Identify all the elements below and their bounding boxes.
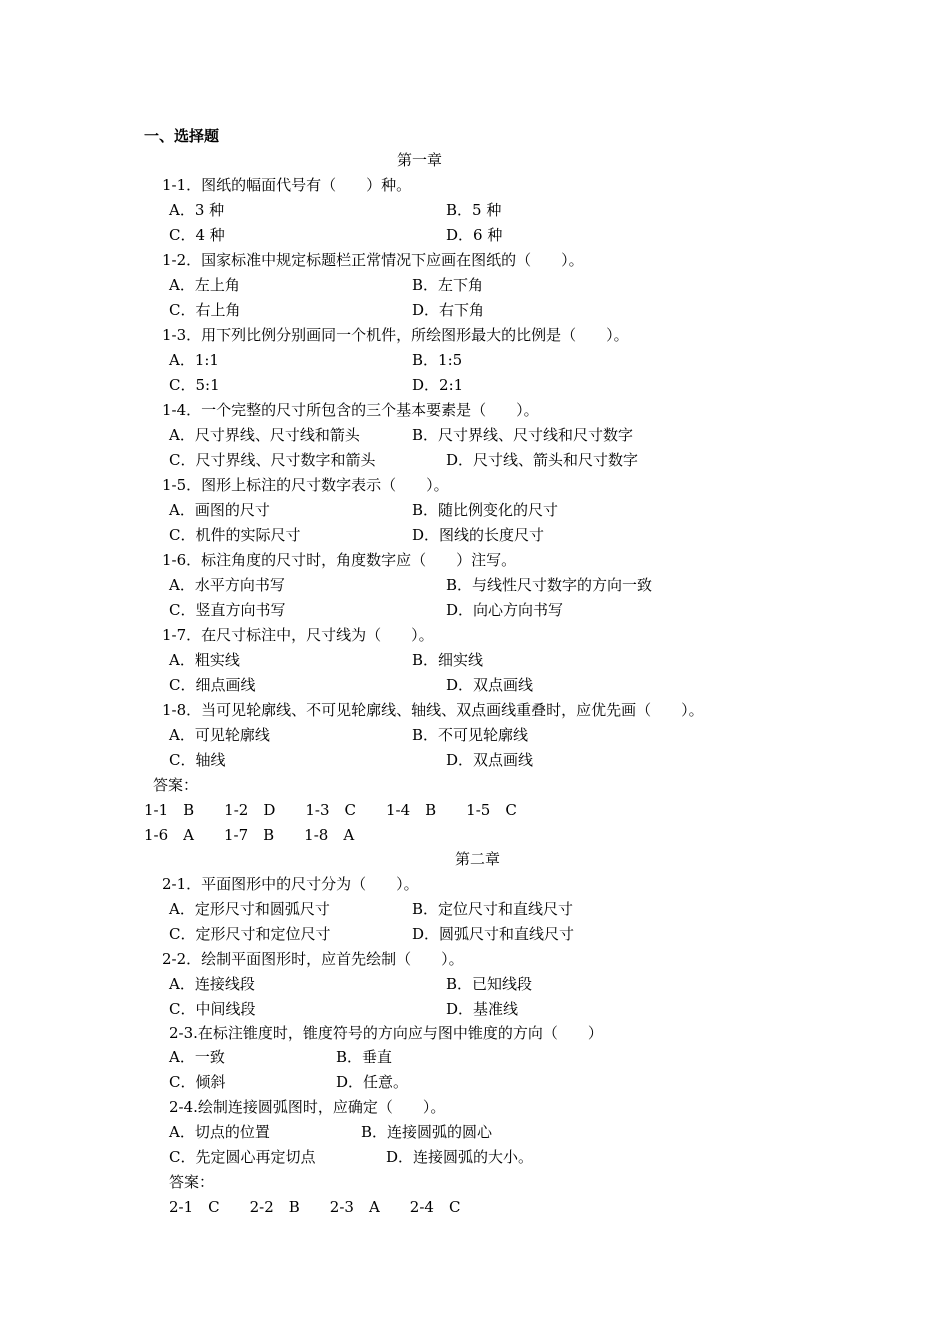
section-title: 一、选择题	[144, 127, 220, 145]
question-1-8-option-b: B．不可见轮廓线	[412, 726, 529, 744]
question-2-3-option-b: B．垂直	[336, 1048, 393, 1066]
question-2-2-option-a: A．连接线段	[169, 975, 255, 993]
question-1-5-option-b: B．随比例变化的尺寸	[412, 501, 559, 519]
question-1-3-option-d: D．2:1	[412, 376, 464, 394]
question-2-1-option-d: D．圆弧尺寸和直线尺寸	[412, 925, 575, 943]
chapter-1-answers-line-2: 1-6 A 1-7 B 1-8 A	[144, 826, 355, 844]
question-1-3-stem: 1-3．用下列比例分别画同一个机件，所绘图形最大的比例是（ ）。	[162, 326, 629, 344]
question-1-7-option-b: B．细实线	[412, 651, 484, 669]
question-1-8-stem: 1-8．当可见轮廓线、不可见轮廓线、轴线、双点画线重叠时，应优先画（ ）。	[162, 701, 704, 719]
question-1-4-stem: 1-4．一个完整的尺寸所包含的三个基本要素是（ ）。	[162, 401, 539, 419]
question-1-4-option-c: C．尺寸界线、尺寸数字和箭头	[169, 451, 376, 469]
question-1-3-option-b: B．1:5	[412, 351, 463, 369]
question-1-1-option-c: C．4 种	[169, 226, 225, 244]
question-1-1-option-d: D．6 种	[446, 226, 503, 244]
question-2-2-option-c: C．中间线段	[169, 1000, 256, 1018]
question-1-6-option-c: C．竖直方向书写	[169, 601, 286, 619]
question-1-3-option-a: A．1:1	[169, 351, 219, 369]
chapter-2-answers-line-1: 2-1 C 2-2 B 2-3 A 2-4 C	[169, 1198, 461, 1216]
question-1-8-option-a: A．可见轮廓线	[169, 726, 270, 744]
question-1-2-option-b: B．左下角	[412, 276, 484, 294]
question-1-2-option-a: A．左上角	[169, 276, 240, 294]
question-1-7-option-d: D．双点画线	[446, 676, 534, 694]
chapter-2-title: 第二章	[455, 850, 501, 868]
question-2-4-stem: 2-4.绘制连接圆弧图时，应确定（ ）。	[169, 1098, 446, 1116]
question-1-4-option-b: B．尺寸界线、尺寸线和尺寸数字	[412, 426, 634, 444]
question-1-6-option-d: D．向心方向书写	[446, 601, 564, 619]
question-2-3-option-d: D．任意。	[336, 1073, 409, 1091]
chapter-1-title: 第一章	[397, 151, 443, 169]
question-1-6-option-b: B．与线性尺寸数字的方向一致	[446, 576, 653, 594]
question-2-3-option-a: A．一致	[169, 1048, 225, 1066]
question-2-2-option-d: D．基准线	[446, 1000, 519, 1018]
question-2-4-option-d: D．连接圆弧的大小。	[386, 1148, 534, 1166]
question-1-1-stem: 1-1．图纸的幅面代号有（ ）种。	[162, 176, 412, 194]
question-1-2-option-c: C．右上角	[169, 301, 241, 319]
question-1-6-stem: 1-6．标注角度的尺寸时，角度数字应（ ）注写。	[162, 551, 517, 569]
question-1-4-option-d: D．尺寸线、箭头和尺寸数字	[446, 451, 639, 469]
question-1-7-option-c: C．细点画线	[169, 676, 256, 694]
question-2-1-stem: 2-1．平面图形中的尺寸分为（ ）。	[162, 875, 419, 893]
question-2-1-option-a: A．定形尺寸和圆弧尺寸	[169, 900, 330, 918]
question-1-1-option-b: B．5 种	[446, 201, 502, 219]
question-1-5-option-c: C．机件的实际尺寸	[169, 526, 301, 544]
question-1-5-option-a: A．画图的尺寸	[169, 501, 270, 519]
question-1-2-stem: 1-2．国家标准中规定标题栏正常情况下应画在图纸的（ ）。	[162, 251, 584, 269]
question-1-2-option-d: D．右下角	[412, 301, 485, 319]
question-1-3-option-c: C．5:1	[169, 376, 220, 394]
question-2-3-stem: 2-3.在标注锥度时，锥度符号的方向应与图中锥度的方向（ ）	[169, 1024, 603, 1042]
question-1-6-option-a: A．水平方向书写	[169, 576, 285, 594]
chapter-1-answers-line-1: 1-1 B 1-2 D 1-3 C 1-4 B 1-5 C	[144, 801, 517, 819]
question-1-8-option-c: C．轴线	[169, 751, 226, 769]
question-1-5-stem: 1-5．图形上标注的尺寸数字表示（ ）。	[162, 476, 449, 494]
question-2-2-option-b: B．已知线段	[446, 975, 533, 993]
question-1-5-option-d: D．图线的长度尺寸	[412, 526, 545, 544]
question-2-1-option-c: C．定形尺寸和定位尺寸	[169, 925, 331, 943]
question-2-4-option-c: C．先定圆心再定切点	[169, 1148, 316, 1166]
question-1-7-option-a: A．粗实线	[169, 651, 240, 669]
question-1-8-option-d: D．双点画线	[446, 751, 534, 769]
question-2-3-option-c: C．倾斜	[169, 1073, 226, 1091]
question-2-4-option-a: A．切点的位置	[169, 1123, 270, 1141]
question-2-2-stem: 2-2．绘制平面图形时，应首先绘制（ ）。	[162, 950, 464, 968]
question-2-1-option-b: B．定位尺寸和直线尺寸	[412, 900, 574, 918]
question-2-4-option-b: B．连接圆弧的圆心	[361, 1123, 493, 1141]
question-1-7-stem: 1-7．在尺寸标注中，尺寸线为（ ）。	[162, 626, 434, 644]
chapter-1-answer-label: 答案：	[153, 776, 199, 794]
question-1-4-option-a: A．尺寸界线、尺寸线和箭头	[169, 426, 360, 444]
question-1-1-option-a: A．3 种	[169, 201, 225, 219]
chapter-2-answer-label: 答案：	[169, 1173, 215, 1191]
